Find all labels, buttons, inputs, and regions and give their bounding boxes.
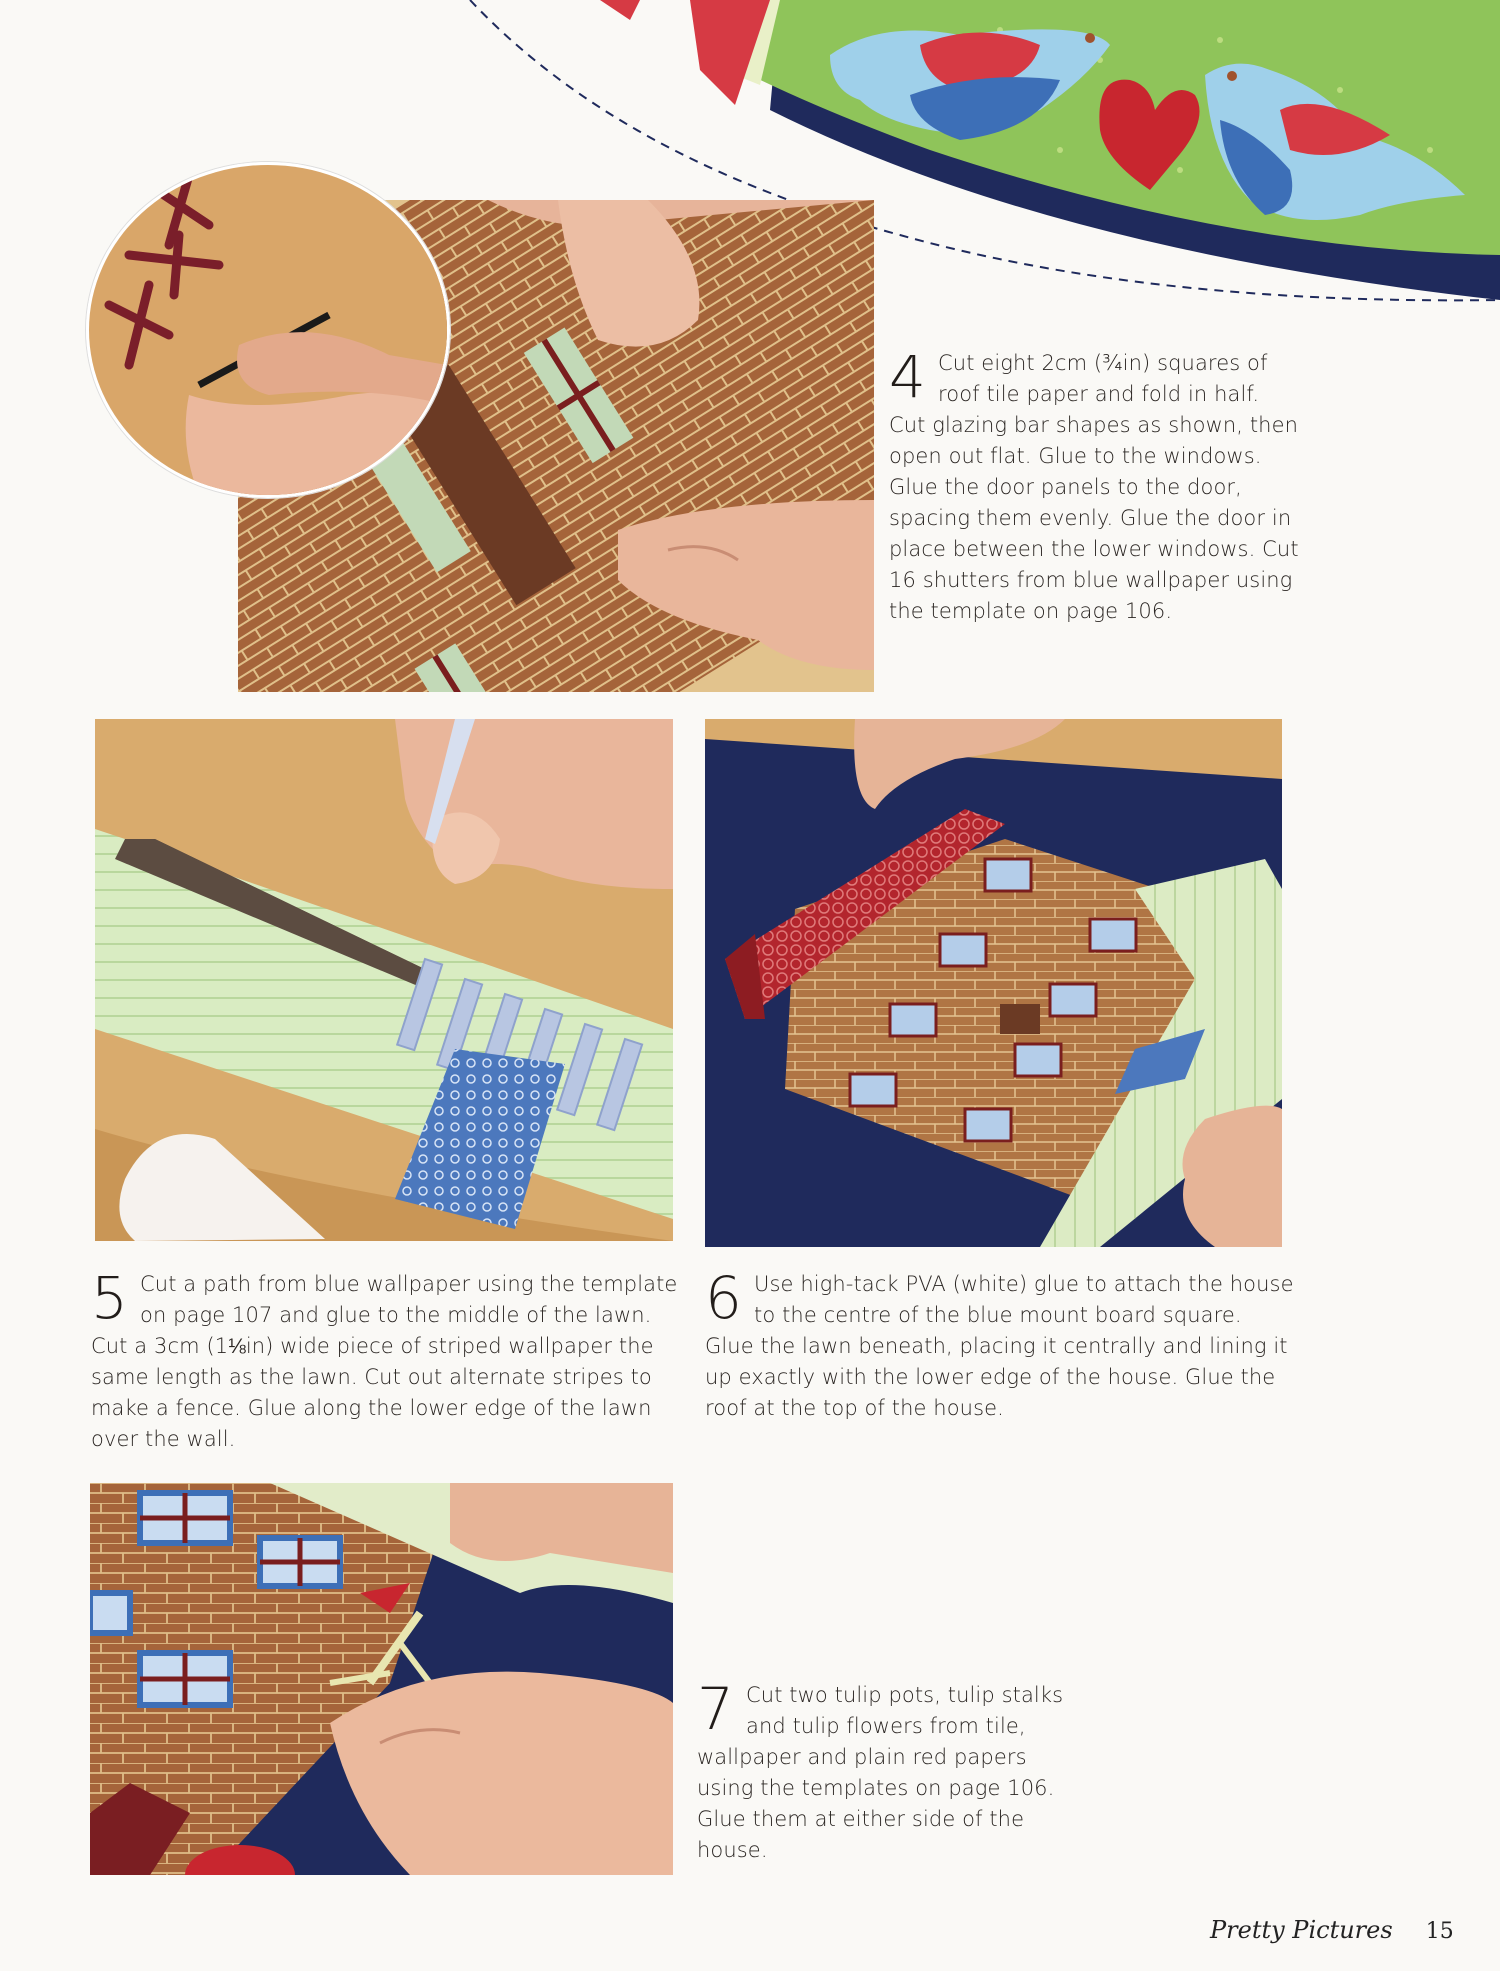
step-4-number: 4 xyxy=(889,343,927,411)
step-7-text xyxy=(697,1675,1087,1866)
step-5-photo xyxy=(95,719,673,1241)
step-6-photo xyxy=(705,719,1282,1247)
step-7-instructions: Cut two tulip pots, tulip stalks and tulip flowers from tile, wallpaper and plain red papers using the templates on page 106. Glue them at either side of the house. xyxy=(697,1683,1064,1862)
step-7-photo xyxy=(90,1483,673,1875)
step-6-number: 6 xyxy=(705,1264,743,1332)
step-6-text xyxy=(705,1264,1295,1424)
page-number: 15 xyxy=(1425,1919,1454,1944)
step-5-text xyxy=(91,1264,681,1455)
step-5-number: 5 xyxy=(91,1264,129,1332)
step-5-instructions: Cut a path from blue wallpaper using the template on page 107 and glue to the middle of the lawn. Cut a 3cm (1⅛in) wide piece of striped wallpaper the same length as the lawn. Cut out alternate stripes to make a fence. Glue along the lower edge of the lawn over the wall. xyxy=(91,1272,678,1451)
page-footer xyxy=(1210,1916,1480,1950)
step-7-number: 7 xyxy=(697,1675,735,1743)
step-4-text xyxy=(889,343,1299,627)
step-6-instructions: Use high-tack PVA (white) glue to attach the house to the centre of the blue mount board square. Glue the lawn beneath, placing it centrally and lining it up exactly with the lower edge of the house. Glue the roof at the top of the house. xyxy=(705,1272,1294,1420)
step-4-detail-inset xyxy=(86,162,450,498)
step-4-instructions: Cut eight 2cm (¾in) squares of roof tile paper and fold in half. Cut glazing bar shapes as shown, then open out flat. Glue to the windows. Glue the door panels to the door, spacing them evenly. Glue the door in place between the lower windows. Cut 16 shutters from blue wallpaper using the template on page 106. xyxy=(889,351,1299,623)
section-title: Pretty Pictures xyxy=(1210,1916,1393,1944)
